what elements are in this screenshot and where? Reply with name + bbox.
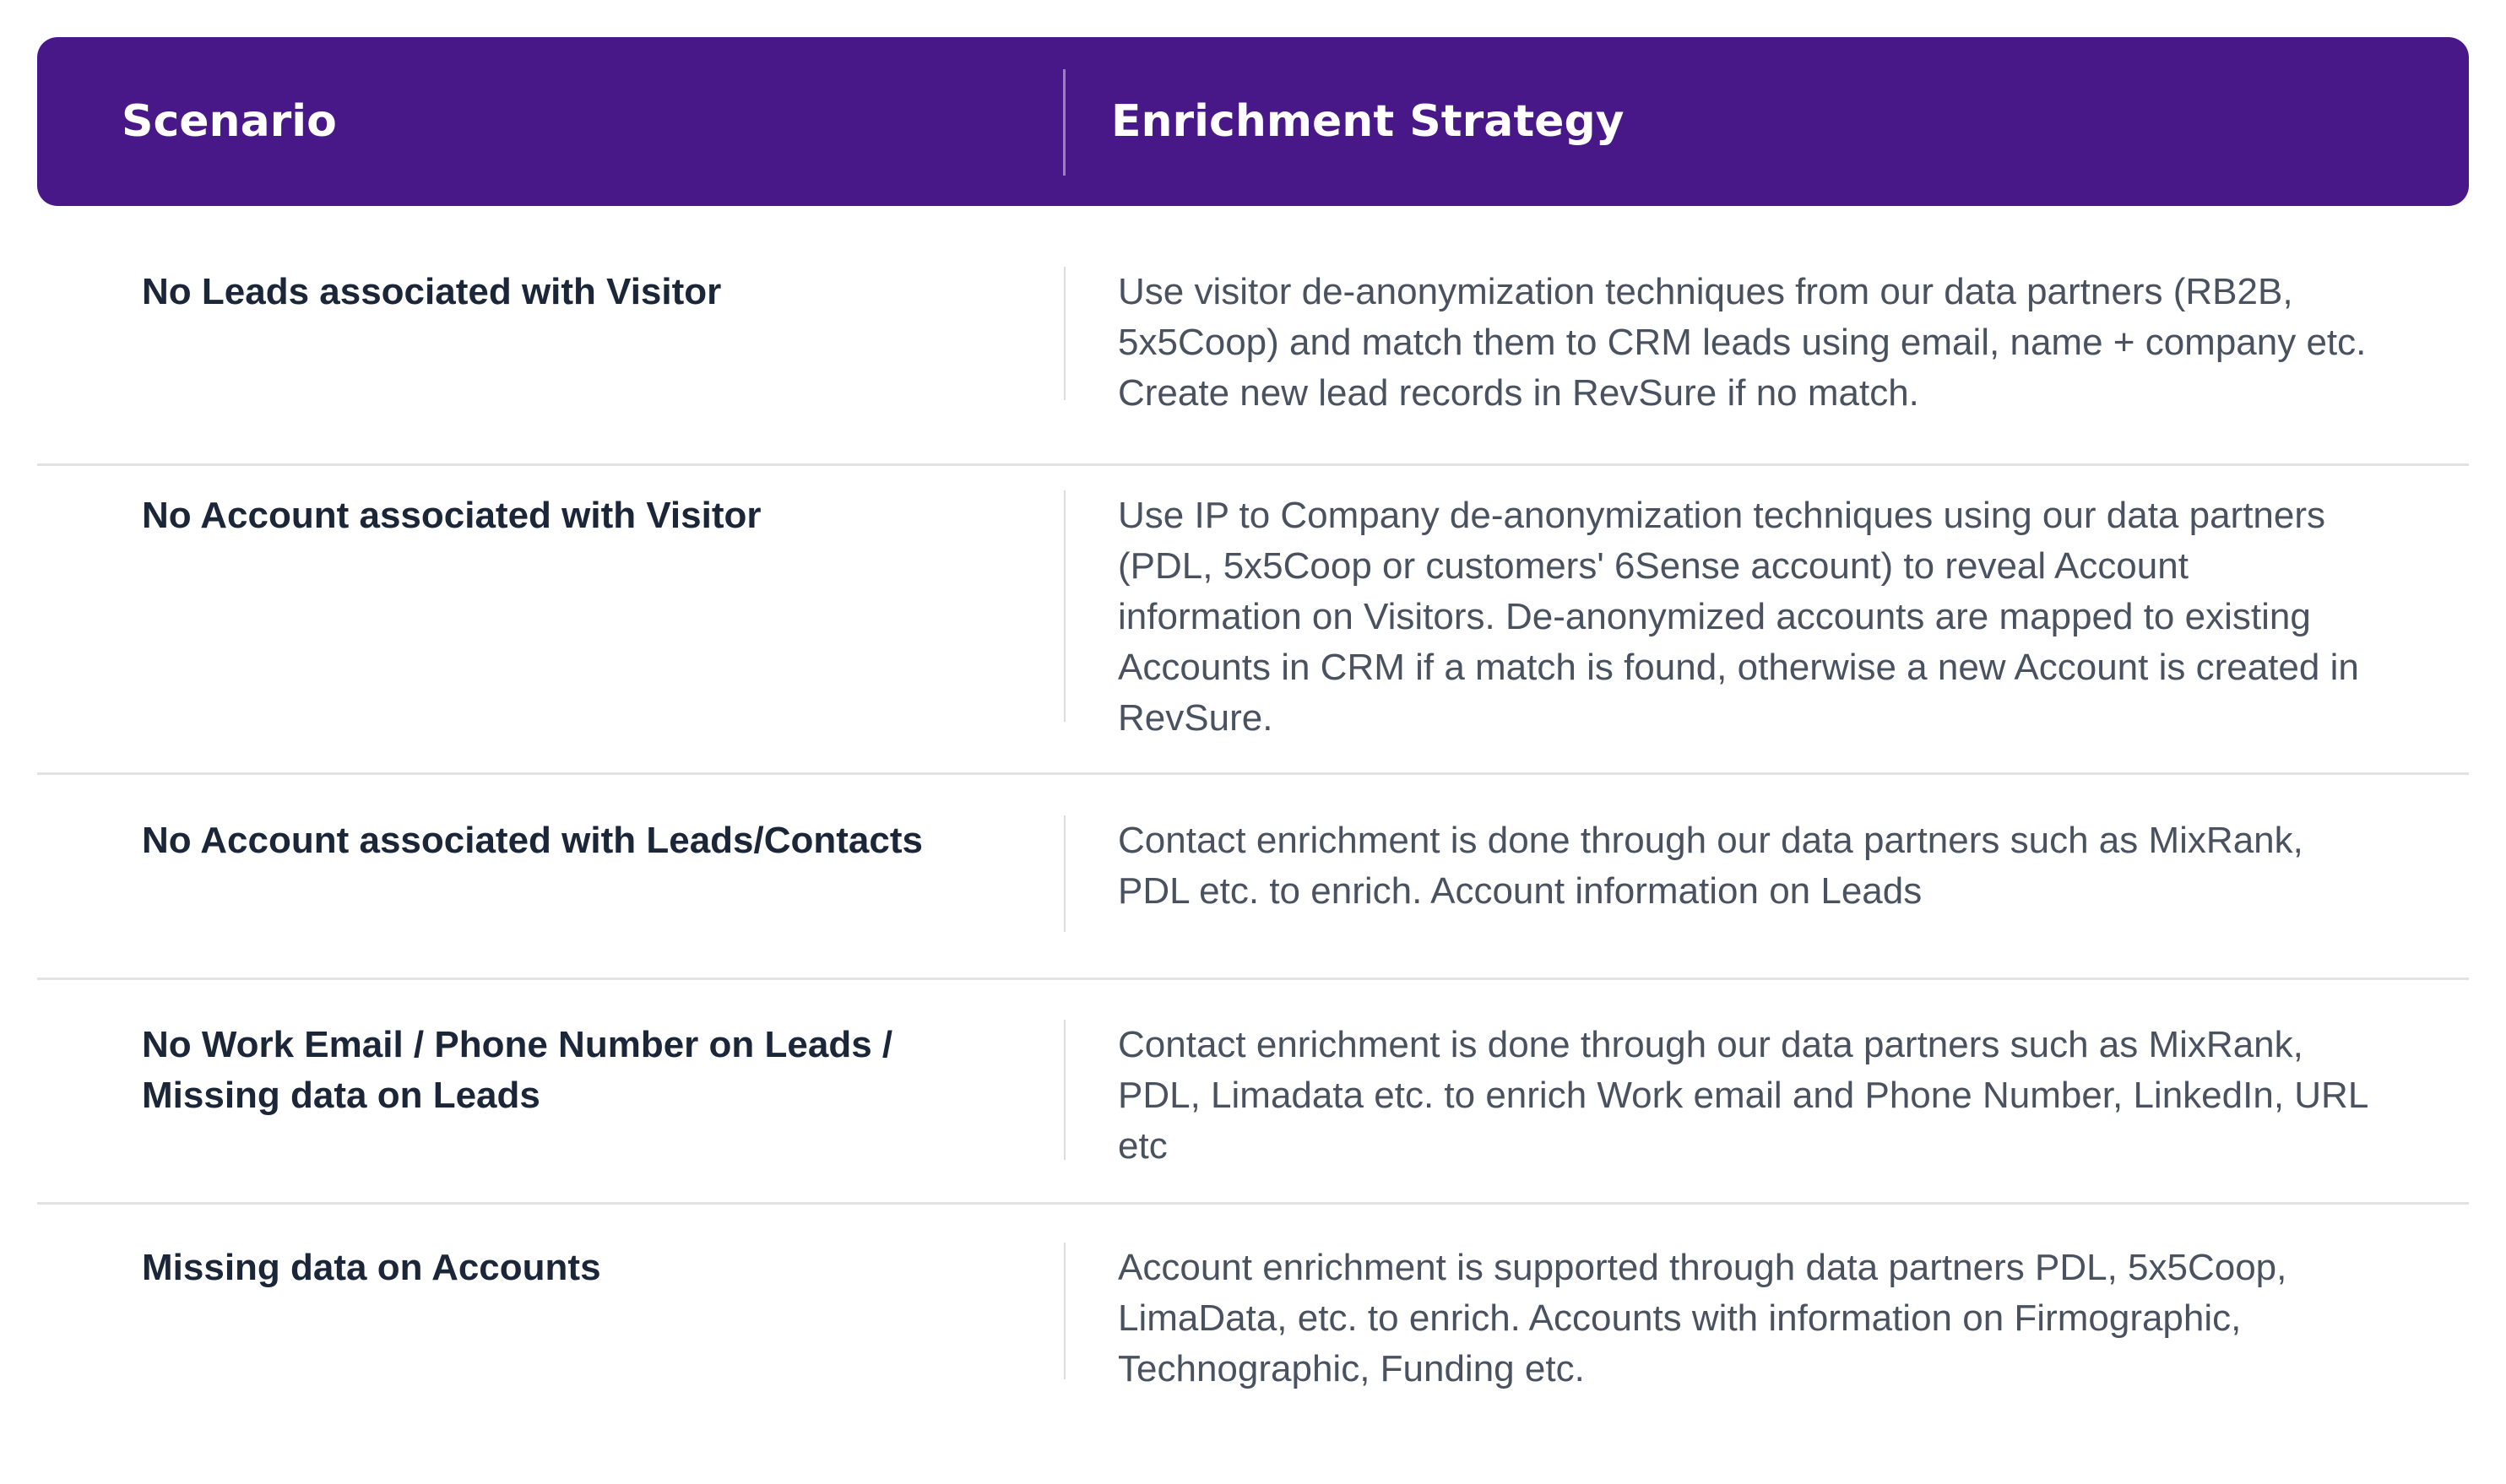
column-divider — [1064, 1020, 1066, 1160]
strategy-cell: Account enrichment is supported through data partners PDL, 5x5Coop, LimaData, etc. to enrich. Accounts with information on Firmographic, Technographic, Funding etc. — [1118, 1247, 2287, 1389]
table-row — [37, 1020, 2469, 1205]
table-row — [37, 267, 2469, 466]
header-divider — [1063, 69, 1066, 176]
column-divider — [1064, 1243, 1066, 1379]
scenario-cell: Missing data on Accounts — [142, 1247, 601, 1288]
column-divider — [1064, 267, 1066, 400]
row-separator — [37, 978, 2469, 980]
scenario-cell: No Work Email / Phone Number on Leads / Missing data on Leads — [142, 1024, 893, 1116]
column-header-enrichment-strategy: Enrichment Strategy — [1111, 96, 1625, 147]
column-divider — [1064, 490, 1066, 722]
enrichment-table — [37, 37, 2469, 1389]
column-divider — [1064, 815, 1066, 932]
scenario-cell: No Account associated with Leads/Contacts — [142, 820, 923, 861]
scenario-cell: No Account associated with Visitor — [142, 495, 762, 536]
strategy-cell: Use visitor de-anonymization techniques from our data partners (RB2B, 5x5Coop) and match them to CRM leads using email, name + company etc. Create new lead records in RevSure if no match. — [1118, 271, 2367, 414]
row-separator — [37, 463, 2469, 466]
row-separator — [37, 1202, 2469, 1205]
strategy-cell: Contact enrichment is done through our data partners such as MixRank, PDL etc. to enrich. Account information on Leads — [1118, 820, 2303, 912]
strategy-cell: Use IP to Company de-anonymization techniques using our data partners (PDL, 5x5Coop or customers' 6Sense account) to reveal Account information on Visitors. De-anonymized accounts are mapped to existing Accounts in CRM if a match is found, otherwise a new Account is created in RevSure. — [1118, 495, 2359, 739]
table-row — [37, 1243, 2469, 1411]
table-row — [37, 815, 2469, 980]
scenario-cell: No Leads associated with Visitor — [142, 271, 722, 312]
strategy-cell: Contact enrichment is done through our data partners such as MixRank, PDL, Limadata etc. to enrich Work email and Phone Number, LinkedIn, URL etc — [1118, 1024, 2368, 1167]
table-header — [37, 37, 2469, 206]
column-header-scenario: Scenario — [122, 96, 337, 147]
row-separator — [37, 772, 2469, 775]
table-row — [37, 490, 2469, 775]
